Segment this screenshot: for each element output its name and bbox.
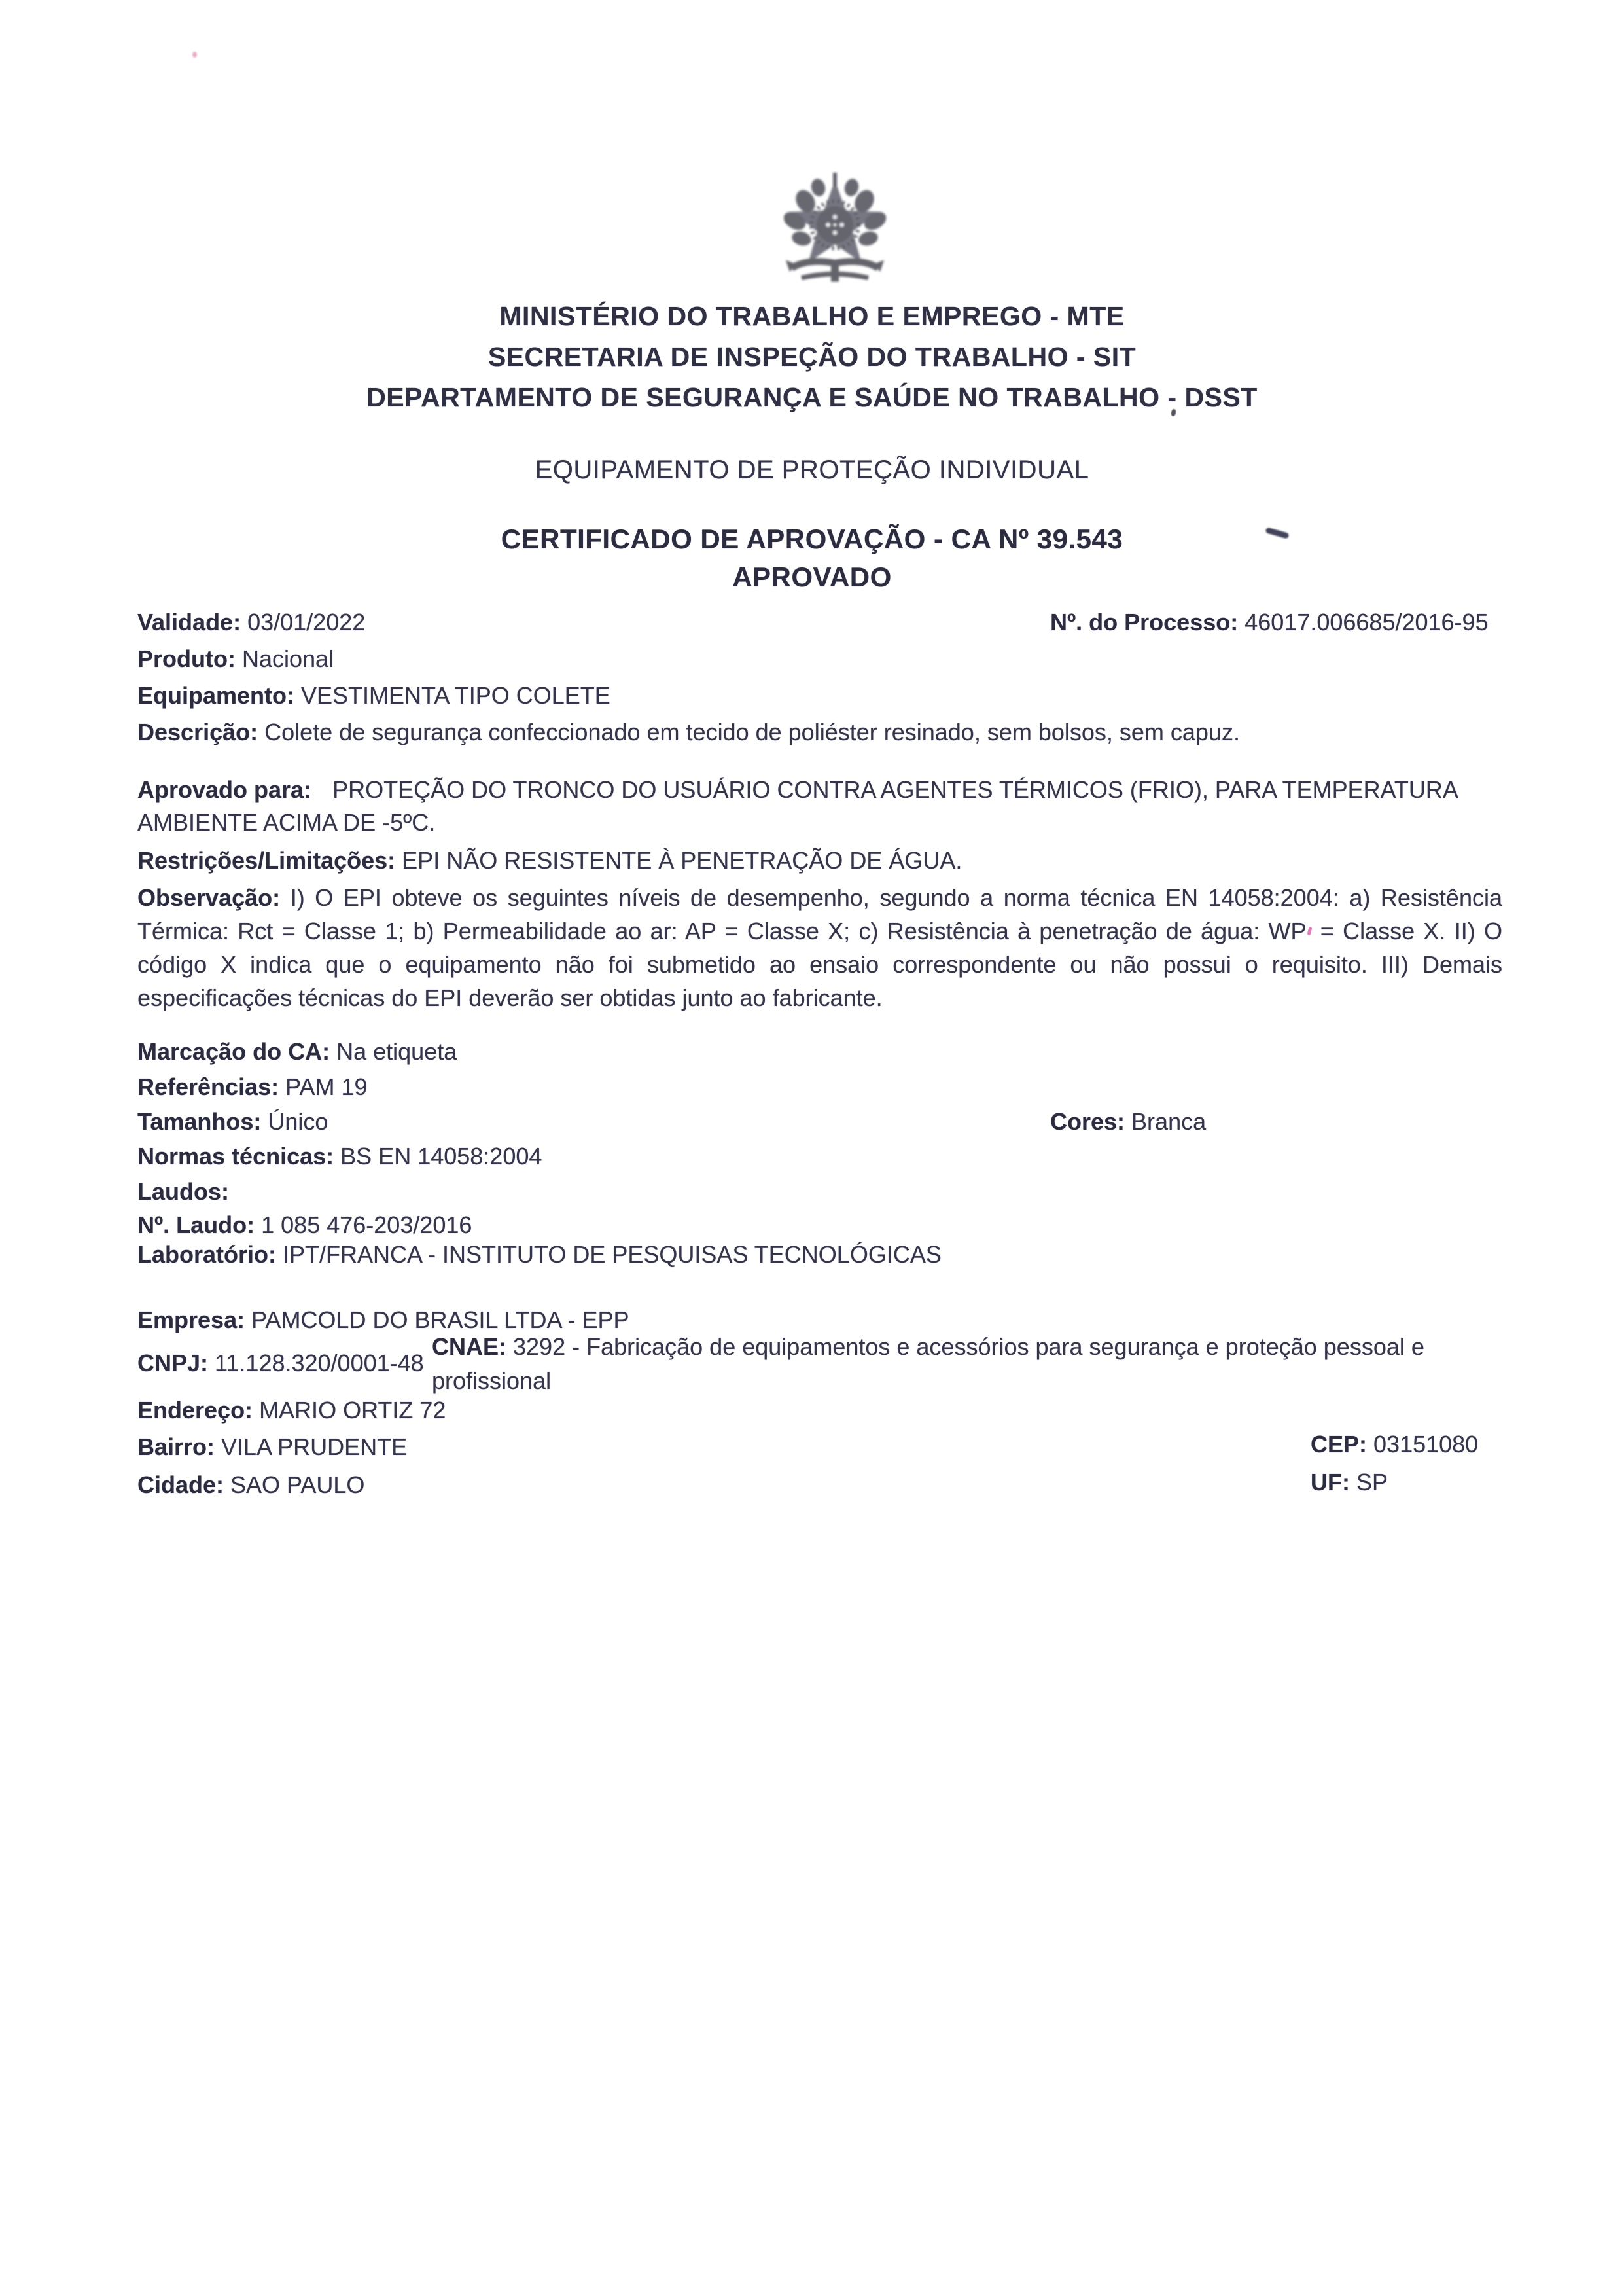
descricao-label: Descrição: <box>137 719 258 745</box>
field-cidade <box>137 1471 364 1499</box>
ministry-name: MINISTÉRIO DO TRABALHO E EMPREGO - MTE <box>499 301 1125 331</box>
normas-value: BS EN 14058:2004 <box>340 1143 542 1170</box>
cores-label: Cores: <box>1050 1108 1125 1135</box>
field-restricoes <box>137 847 962 874</box>
bairro-label: Bairro: <box>137 1433 215 1460</box>
laudos-header <box>137 1178 229 1206</box>
tamanhos-value: Único <box>268 1108 328 1135</box>
observacao-value-part2: = Classe X. II) O código X indica que o equipamento não foi submetido ao ensaio correspondente ou não possui o requisito. III) Demais especificações técnicas do EPI deverão ser obtidas junto ao fabricante. <box>137 918 1502 1011</box>
processo-label: Nº. do Processo: <box>1050 609 1239 636</box>
uf-value: SP <box>1356 1469 1388 1496</box>
referencias-value: PAM 19 <box>285 1073 368 1100</box>
empresa-value: PAMCOLD DO BRASIL LTDA - EPP <box>251 1306 629 1333</box>
document-subtitle: EQUIPAMENTO DE PROTEÇÃO INDIVIDUAL <box>535 456 1089 484</box>
descricao-value: Colete de segurança confeccionado em tecido de poliéster resinado, sem bolsos, sem capuz. <box>264 719 1240 745</box>
field-cores <box>1050 1108 1206 1136</box>
field-uf <box>1311 1469 1388 1496</box>
restricoes-label: Restrições/Limitações: <box>137 847 396 874</box>
equipamento-label: Equipamento: <box>137 682 294 709</box>
field-produto <box>137 645 334 673</box>
marcacao-label: Marcação do CA: <box>137 1038 330 1065</box>
cnpj-label: CNPJ: <box>137 1350 209 1376</box>
marcacao-value: Na etiqueta <box>336 1038 457 1065</box>
field-tamanhos <box>137 1108 328 1136</box>
field-descricao <box>137 719 1240 746</box>
field-n-laudo <box>137 1211 472 1239</box>
aprovado-para-value: PROTEÇÃO DO TRONCO DO USUÁRIO CONTRA AGENTES TÉRMICOS (FRIO), PARA TEMPERATURA AMBIENTE ACIMA DE -5ºC. <box>137 776 1457 836</box>
field-normas <box>137 1143 542 1170</box>
n-laudo-value: 1 085 476-203/2016 <box>261 1211 472 1238</box>
field-observacao <box>137 881 1502 1014</box>
endereco-label: Endereço: <box>137 1397 253 1424</box>
bairro-value: VILA PRUDENTE <box>221 1433 408 1460</box>
cidade-label: Cidade: <box>137 1471 224 1498</box>
status-text: APROVADO <box>732 562 892 592</box>
produto-label: Produto: <box>137 645 236 672</box>
cnpj-value: 11.128.320/0001-48 <box>215 1350 424 1376</box>
cidade-value: SAO PAULO <box>230 1471 365 1498</box>
tamanhos-label: Tamanhos: <box>137 1108 262 1135</box>
cores-value: Branca <box>1131 1108 1207 1135</box>
field-processo <box>1050 609 1489 636</box>
certificate-title: CERTIFICADO DE APROVAÇÃO - CA Nº 39.543 <box>501 524 1123 554</box>
field-aprovado-para <box>137 774 1505 839</box>
endereco-value: MARIO ORTIZ 72 <box>259 1397 446 1424</box>
secretariat-name: SECRETARIA DE INSPEÇÃO DO TRABALHO - SIT <box>487 342 1137 372</box>
laboratorio-value: IPT/FRANCA - INSTITUTO DE PESQUISAS TECNOLÓGICAS <box>283 1241 942 1268</box>
normas-label: Normas técnicas: <box>137 1143 334 1170</box>
department-name: DEPARTAMENTO DE SEGURANÇA E SAÚDE NO TRABALHO - DSST <box>366 382 1258 412</box>
laudos-label: Laudos: <box>137 1178 229 1205</box>
observacao-value-part1: I) O EPI obteve os seguintes níveis de desempenho, segundo a norma técnica EN 14058:2004: a) Resistência Térmica: Rct = Classe 1; b) Permeabilidade ao ar: AP = Classe X; c) Resistência à penetração de água: WP <box>137 884 1502 944</box>
field-cep <box>1311 1431 1478 1458</box>
field-cnae <box>432 1330 1466 1398</box>
field-equipamento <box>137 682 610 709</box>
observacao-label: Observação: <box>137 884 281 911</box>
processo-value: 46017.006685/2016-95 <box>1244 609 1489 636</box>
field-endereco <box>137 1397 446 1424</box>
field-laboratorio <box>137 1241 942 1268</box>
scan-speck <box>192 52 197 58</box>
aprovado-para-label: Aprovado para: <box>137 776 312 803</box>
n-laudo-label: Nº. Laudo: <box>137 1211 255 1238</box>
referencias-label: Referências: <box>137 1073 279 1100</box>
pen-mark-pink <box>1307 927 1312 936</box>
empresa-label: Empresa: <box>137 1306 245 1333</box>
equipamento-value: VESTIMENTA TIPO COLETE <box>301 682 610 709</box>
field-validade <box>137 609 365 636</box>
produto-value: Nacional <box>241 645 334 672</box>
field-bairro <box>137 1433 407 1461</box>
cnae-label: CNAE: <box>432 1333 506 1360</box>
field-referencias <box>137 1073 368 1101</box>
field-marcacao <box>137 1038 457 1066</box>
brazil-coat-of-arms-icon <box>776 171 894 296</box>
validade-label: Validade: <box>137 609 241 636</box>
laboratorio-label: Laboratório: <box>137 1241 276 1268</box>
cep-label: CEP: <box>1311 1431 1368 1458</box>
cnae-value: 3292 - Fabricação de equipamentos e acessórios para segurança e proteção pessoal e profissional <box>432 1333 1424 1394</box>
uf-label: UF: <box>1311 1469 1350 1496</box>
validade-value: 03/01/2022 <box>247 609 366 636</box>
restricoes-value: EPI NÃO RESISTENTE À PENETRAÇÃO DE ÁGUA. <box>402 847 962 874</box>
cep-value: 03151080 <box>1373 1431 1479 1458</box>
field-cnpj <box>137 1350 424 1377</box>
